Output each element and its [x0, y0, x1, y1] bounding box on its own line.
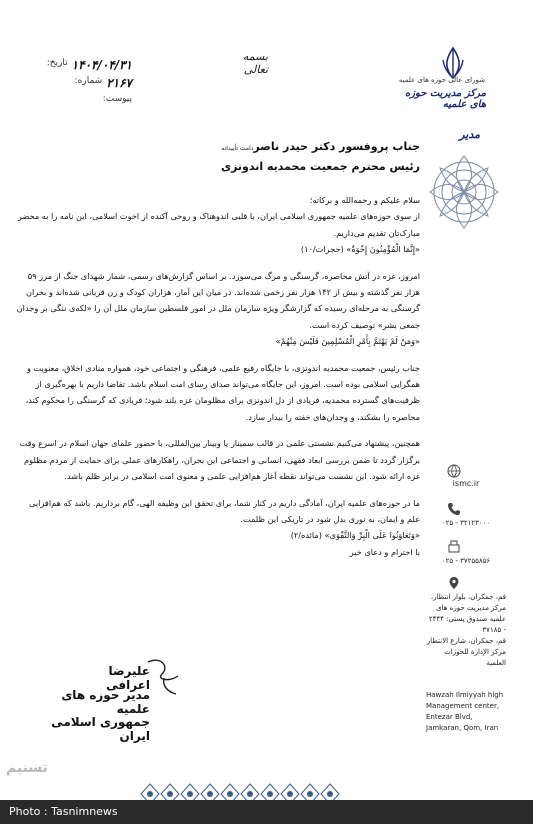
- body-paragraph-seminar: همچنین، پیشنهاد می‌کنیم نشستی علمی در قالب سمینار یا وبینار بین‌المللی، با حضور علمای جهان اسلام در اسرع وقت برگزار گردد تا ضمن بررسی ابعاد فقهی، انسانی و اجتماعی این بحران، راهکارهای عملی برای حمایت از مردم مظلوم غزه ارائه شود. این نشست می‌تواند نقطه آغاز هم‌افزایی علمی و معنوی امت اسلامی در برابر ظلم باشد.: [19, 438, 420, 482]
- tasnim-watermark: تسنیم: [6, 760, 48, 776]
- recipient-name: جناب پروفسور دکتر حیدر ناصر: [253, 140, 420, 153]
- body-paragraph-readiness: ما در حوزه‌های علمیه ایران، آمادگی داریم در کنار شما، برای تحقق این وظیفه الهی، گام برداریم. باشد که هم‌افزایی علم و ایمان، به نوری بدل شود در تاریکی این ظلمت.: [29, 497, 420, 524]
- phone-icon: [447, 502, 461, 516]
- website: ismc.ir: [452, 479, 480, 488]
- date-value: ۱۴۰۴/۰۴/۳۱: [71, 58, 132, 72]
- closing: با احترام و دعای خیر: [349, 546, 420, 557]
- hadith-quote: «وَمَنْ لَمْ يَهْتَمَّ بِأَمْرِ الْمُسْلِمِينَ فَلَيْسَ مِنْهُمْ»: [275, 336, 420, 347]
- modir-heading: مدیر: [459, 128, 480, 141]
- recipient-honorific: دامت تأییداته: [221, 145, 254, 152]
- salutation: سلام علیکم و رحمه‌الله و برکاته؛: [309, 195, 420, 205]
- letter-meta: [22, 58, 132, 108]
- date-label: تاریخ:: [46, 58, 68, 68]
- bismillah: بسمه تعالی: [242, 50, 268, 76]
- address-arabic: قم، جمكران، شارع الانتظار مركز الإدارة للحوزات العلمية: [426, 637, 506, 667]
- recipient-block: [165, 140, 420, 173]
- signatory-title: مدیر حوزه های علمیه: [61, 688, 150, 716]
- photo-credit-bar: [0, 800, 533, 824]
- recipient-title: رئیس محترم جمعیت محمدیه اندونزی: [220, 160, 420, 173]
- body-paragraph-gaza: امروز، غزه در آتش محاصره، گرسنگی و مرگ می‌سوزد. بر اساس گزارش‌های رسمی، شمار شهدای جنگ از مرز ۵۹ هزار نفر گذشته و بیش از ۱۴۲ هزار نفر زخمی شده‌اند. در میان این آمار، هزاران کودک و زن قربانی شده‌اند و بحران گرسنگی به مرحله‌ای رسیده که گزارشگر ویژه سازمان ملل در امور فلسطین سازمان ملل آن را «لکه‌ی ننگی بر وجدان جمعی بشر» توصیف کرده است.: [16, 270, 420, 330]
- body-paragraph-request: جناب رئیس، جمعیت محمدیه اندونزی، با جایگاه رفیع علمی، فرهنگی و اجتماعی خود، همواره منادی اخلاق، معنویت و همگرایی اسلامی بوده است. امروز، این جایگاه می‌تواند صدای رسای امت اسلام باشد. تقاضا داریم با بهره‌گیری از ظرفیت‌های گسترده محمدیه، فریادی از دل اندونزی برای مظلومان غزه بلند شود؛ فریادی که گرسنگی را محکوم کند، محاصره را بشکند، و وجدان‌های خفته را بیدار سازد.: [25, 362, 420, 422]
- number-label: شماره:: [74, 76, 103, 86]
- rosette-ornament-icon: [424, 146, 504, 238]
- org-center-name: مرکز مدیریت حوزه های علمیه: [404, 88, 486, 110]
- phone-number: ۰۲۵ - ۳۲۱۲۳۰۰۰: [441, 519, 491, 527]
- iran-emblem-icon: [440, 46, 466, 80]
- globe-icon: [447, 464, 461, 478]
- body-paragraph-intro: از سوی حوزه‌های علمیه جمهوری اسلامی ایران، با قلبی اندوهناک و روحی آکنده از اخوت اسلامی، این نامه را به محضر مبارک‌تان تقدیم می‌داریم.: [17, 211, 420, 238]
- address-english: Hawzah Ilmiyyah high Management center, Entezar Blvd, Jamkaran, Qom, Iran: [426, 691, 504, 732]
- location-icon: [447, 576, 461, 590]
- address-persian: قم، جمکران، بلوار انتظار، مرکز مدیریت حوزه های علمیه صندوق پستی: ۲۴۴۴ - ۳۷۱۸۵: [428, 593, 506, 634]
- photo-credit: Photo : Tasnimnews: [9, 805, 118, 818]
- quran-verse-1: «إِنَّمَا الْمُؤْمِنُونَ إِخْوَةٌ» (حجرات/۱۰): [300, 244, 420, 255]
- signatory-name: علیرضا اعرافی: [106, 664, 150, 692]
- org-council-name: شورای عالی حوزه های علمیه: [398, 76, 485, 84]
- fax-number: ۰۲۵ - ۳۷۲۵۵۸۵۶: [441, 557, 491, 565]
- number-value: ۲۱۶۷: [106, 76, 132, 90]
- fax-icon: [447, 540, 461, 554]
- signatory-country: جمهوری اسلامی ایران: [51, 715, 150, 743]
- quran-verse-2: «وَتَعَاوَنُوا عَلَى الْبِرِّ وَالتَّقْوَى» (مائده/۲): [290, 530, 420, 541]
- letter-body: [14, 192, 420, 560]
- attachment-label: پیوست:: [102, 94, 132, 104]
